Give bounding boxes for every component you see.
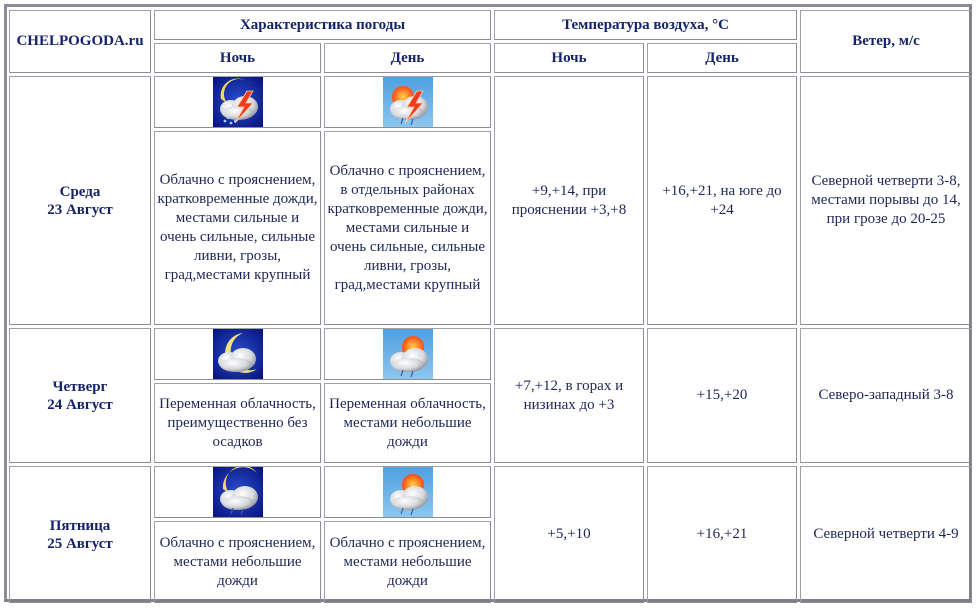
weather-day-header: День <box>324 43 491 73</box>
day-sun-thunderstorm-icon <box>383 77 433 127</box>
temperature-night: +5,+10 <box>494 466 644 603</box>
day-row-icons <box>9 328 972 380</box>
date: 25 Август <box>47 535 113 552</box>
temperature-group-header: Температура воздуха, °С <box>494 10 797 40</box>
day-row-icons <box>9 76 972 128</box>
night-cloud-thunderstorm-hail-icon <box>213 77 263 127</box>
day-description: Облачно с прояснением, в отдельных районах кратковременные дожди, местами сильные и очень сильные, сильные ливни, грозы, град,местами крупный <box>324 131 491 325</box>
temperature-day: +16,+21 <box>647 466 797 603</box>
temperature-day-header: День <box>647 43 797 73</box>
night-icon-cell <box>154 76 321 128</box>
weekday: Среда <box>59 183 101 200</box>
wind-value: Северной четверти 3-8, местами порывы до 14, при грозе до 20-25 <box>800 76 972 325</box>
brand-header: CHELPOGODA.ru <box>9 10 151 73</box>
weather-group-header: Характеристика погоды <box>154 10 491 40</box>
day-row-icons <box>9 466 972 518</box>
day-label <box>9 76 151 325</box>
wind-header: Ветер, м/с <box>800 10 972 73</box>
forecast-table <box>6 7 975 606</box>
day-icon-cell <box>324 76 491 128</box>
date: 24 Август <box>47 396 113 413</box>
night-moon-cloud-rain-icon <box>213 467 263 517</box>
day-icon-cell <box>324 328 491 380</box>
night-description: Облачно с прояснением, местами небольшие дожди <box>154 521 321 603</box>
wind-value: Северо-западный 3-8 <box>800 328 972 463</box>
day-label <box>9 466 151 603</box>
forecast-frame <box>4 4 972 602</box>
night-description: Переменная облачность, преимущественно без осадков <box>154 383 321 463</box>
day-icon-cell <box>324 466 491 518</box>
weekday: Четверг <box>52 378 108 395</box>
day-label <box>9 328 151 463</box>
weather-night-header: Ночь <box>154 43 321 73</box>
wind-value: Северной четверти 4-9 <box>800 466 972 603</box>
night-icon-cell <box>154 466 321 518</box>
temperature-day: +16,+21, на юге до +24 <box>647 76 797 325</box>
temperature-day: +15,+20 <box>647 328 797 463</box>
night-icon-cell <box>154 328 321 380</box>
temperature-night: +7,+12, в горах и низинах до +3 <box>494 328 644 463</box>
day-sun-cloud-rain-icon <box>383 467 433 517</box>
temperature-night-header: Ночь <box>494 43 644 73</box>
day-sun-cloud-light-rain-icon <box>383 329 433 379</box>
night-moon-cloud-icon <box>213 329 263 379</box>
day-description: Переменная облачность, местами небольшие дожди <box>324 383 491 463</box>
date: 23 Август <box>47 201 113 218</box>
night-description: Облачно с прояснением, кратковременные дожди, местами сильные и очень сильные, сильные ливни, грозы, град,местами крупный <box>154 131 321 325</box>
temperature-night: +9,+14, при прояснении +3,+8 <box>494 76 644 325</box>
weekday: Пятница <box>49 517 111 534</box>
day-description: Облачно с прояснением, местами небольшие дожди <box>324 521 491 603</box>
